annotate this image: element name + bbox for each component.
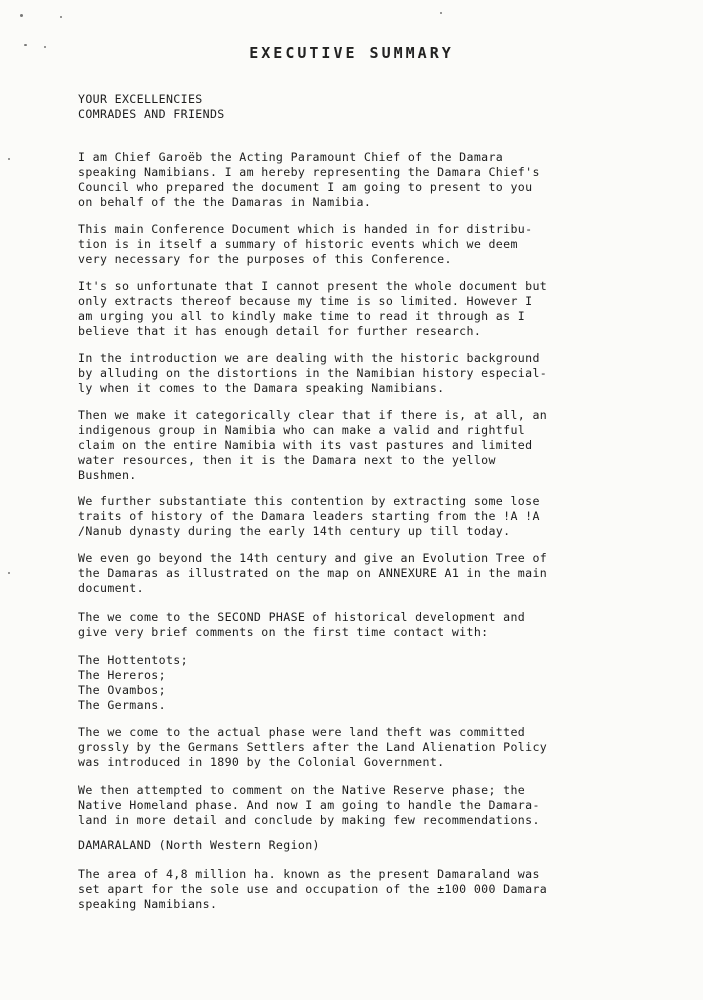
salutation-line: YOUR EXCELLENCIES: [78, 92, 203, 106]
text-line: Then we make it categorically clear that if there is, at all, an: [78, 408, 548, 422]
text-line: The area of 4,8 million ha. known as the present Damaraland was: [78, 867, 540, 881]
text-line: In the introduction we are dealing with the historic background: [78, 351, 540, 365]
text-line: very necessary for the purposes of this Conference.: [78, 252, 452, 266]
paragraph-indigenous-claim: [78, 408, 638, 483]
text-line: tion is in itself a summary of historic events which we deem: [78, 237, 518, 251]
section-heading-damaraland: [78, 838, 638, 853]
text-line: on behalf of the the Damaras in Namibia.: [78, 195, 372, 209]
text-line: by alluding on the distortions in the Namibian history especial-: [78, 366, 548, 380]
text-line: set apart for the sole use and occupation of the ±100 000 Damara: [78, 882, 548, 896]
text-line: grossly by the Germans Settlers after the Land Alienation Policy: [78, 740, 548, 754]
text-line: indigenous group in Namibia who can make a valid and rightful: [78, 423, 526, 437]
text-line: This main Conference Document which is handed in for distribu-: [78, 222, 533, 236]
salutation: [78, 92, 638, 122]
text-line: was introduced in 1890 by the Colonial Government.: [78, 755, 445, 769]
list-item: The Germans.: [78, 698, 166, 712]
text-line: Council who prepared the document I am going to present to you: [78, 180, 533, 194]
text-line: speaking Namibians.: [78, 897, 218, 911]
text-line: give very brief comments on the first time contact with:: [78, 625, 489, 639]
paragraph-reserve-phase: [78, 783, 638, 828]
text-line: the Damaras as illustrated on the map on ANNEXURE A1 in the main: [78, 566, 548, 580]
paragraph-second-phase: [78, 610, 638, 640]
list-item: The Hottentots;: [78, 653, 188, 667]
text-line: believe that it has enough detail for further research.: [78, 324, 482, 338]
paragraph-extracts: [78, 279, 638, 339]
text-line: speaking Namibians. I am hereby representing the Damara Chief's: [78, 165, 540, 179]
paragraph-evolution-tree: [78, 551, 638, 596]
scan-speck: [8, 158, 10, 160]
text-line: We further substantiate this contention by extracting some lose: [78, 494, 540, 508]
text-line: It's so unfortunate that I cannot present the whole document but: [78, 279, 548, 293]
text-line: We even go beyond the 14th century and give an Evolution Tree of: [78, 551, 548, 565]
text-line: Bushmen.: [78, 468, 137, 482]
text-line: I am Chief Garoëb the Acting Paramount Chief of the Damara: [78, 150, 504, 164]
salutation-line: COMRADES AND FRIENDS: [78, 107, 225, 121]
text-line: document.: [78, 581, 144, 595]
page-title: EXECUTIVE SUMMARY: [249, 44, 454, 62]
text-line: /Nanub dynasty during the early 14th century up till today.: [78, 524, 511, 538]
text-line: We then attempted to comment on the Native Reserve phase; the: [78, 783, 526, 797]
text-line: Native Homeland phase. And now I am going to handle the Damara-: [78, 798, 540, 812]
text-line: ly when it comes to the Damara speaking Namibians.: [78, 381, 445, 395]
list-item: The Hereros;: [78, 668, 166, 682]
paragraph-conference-document: [78, 222, 638, 267]
section-heading: DAMARALAND (North Western Region): [78, 838, 320, 852]
contact-groups-list: [78, 653, 638, 713]
text-line: am urging you all to kindly make time to read it through as I: [78, 309, 526, 323]
list-item: The Ovambos;: [78, 683, 166, 697]
text-line: The we come to the SECOND PHASE of historical development and: [78, 610, 526, 624]
paragraph-land-theft: [78, 725, 638, 770]
text-line: claim on the entire Namibia with its vast pastures and limited: [78, 438, 533, 452]
text-line: water resources, then it is the Damara next to the yellow: [78, 453, 496, 467]
scan-speck: [440, 12, 442, 14]
text-line: land in more detail and conclude by making few recommendations.: [78, 813, 540, 827]
text-line: The we come to the actual phase were land theft was committed: [78, 725, 526, 739]
text-line: only extracts thereof because my time is so limited. However I: [78, 294, 533, 308]
scan-speck: [60, 16, 62, 18]
paragraph-introduction: [78, 351, 638, 396]
scan-speck: [8, 572, 10, 574]
paragraph-intro: [78, 150, 638, 210]
paragraph-leaders-history: [78, 494, 638, 539]
scan-speck: [20, 14, 23, 17]
text-line: traits of history of the Damara leaders starting from the !A !A: [78, 509, 540, 523]
paragraph-damaraland-area: [78, 867, 638, 912]
